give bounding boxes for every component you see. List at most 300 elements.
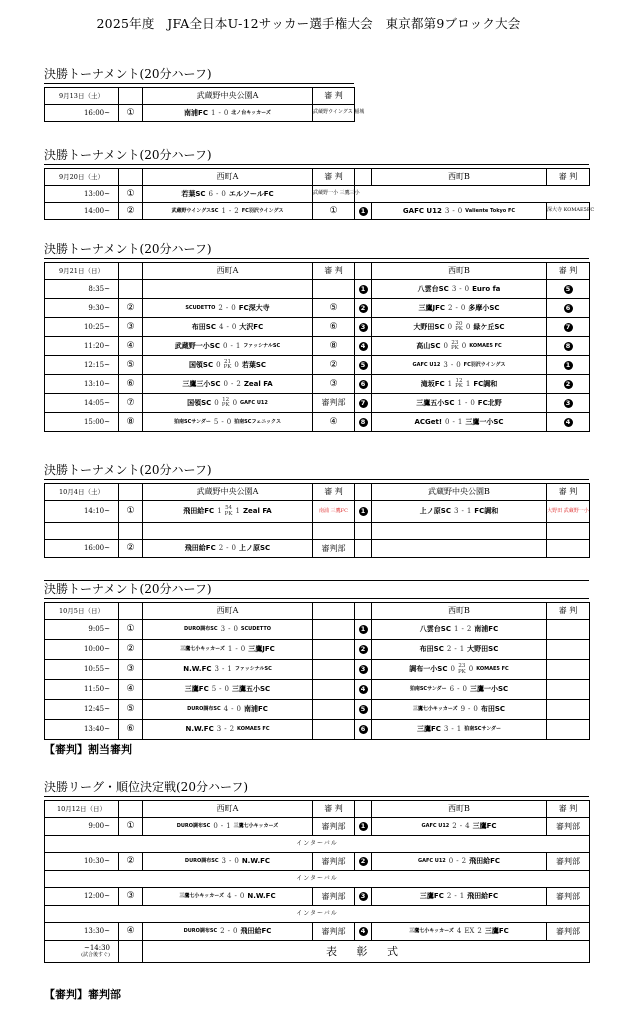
match-row xyxy=(45,318,590,337)
score-dash: - xyxy=(219,685,222,693)
date-cell: 9月20日（土） xyxy=(45,169,119,186)
match-number-badge: 3 xyxy=(359,323,368,332)
match-number: ② xyxy=(119,203,143,220)
kickoff-time: 9:05~ xyxy=(45,620,119,640)
score-dash: - xyxy=(225,303,229,312)
away-team: KOMAE5 FC xyxy=(469,342,502,349)
header-row xyxy=(45,263,590,280)
match-row xyxy=(45,413,590,432)
kickoff-time: 10:55~ xyxy=(45,660,119,680)
kickoff-time: 14:10~ xyxy=(45,501,119,523)
match-number-badge: 4 xyxy=(359,927,368,936)
score-dash: - xyxy=(459,284,462,293)
score-dash: - xyxy=(226,322,229,331)
match-cell xyxy=(143,700,313,720)
away-score: 1 xyxy=(466,507,472,515)
away-team: 上ノ原SC xyxy=(239,544,271,552)
match-number-badge: 6 xyxy=(359,725,368,734)
score-dash: - xyxy=(218,108,221,117)
header-row xyxy=(45,169,590,186)
pk-result: 20 xyxy=(455,320,463,327)
interval-row xyxy=(45,906,590,923)
home-team: 三鷹FC xyxy=(416,725,441,733)
away-score: 0 xyxy=(473,705,478,713)
venue-b-header: 武蔵野中央公園B xyxy=(372,484,547,501)
referee-number-badge: 2 xyxy=(564,380,573,389)
match-row xyxy=(45,720,590,740)
home-score: 4 xyxy=(218,322,224,331)
home-score: 3 xyxy=(220,625,226,633)
referee-cell: 審判部 xyxy=(313,853,355,871)
away-team: 三鷹五小SC xyxy=(232,685,271,693)
match-number-badge: 8 xyxy=(359,418,368,427)
pk-result: 54 xyxy=(225,505,233,511)
away-score: 0 xyxy=(231,303,236,312)
header-row xyxy=(45,603,590,620)
home-team: ACGet! xyxy=(414,417,443,426)
home-team: 三鷹FC xyxy=(419,892,444,900)
referee-cell: 武蔵野一小 三鷹三小 xyxy=(313,186,355,203)
referee-cell xyxy=(547,620,590,640)
match-number-b xyxy=(355,888,372,906)
match-number-b xyxy=(355,413,372,432)
kickoff-time: 10:30~ xyxy=(45,853,119,871)
match-line xyxy=(372,626,546,633)
match-cell xyxy=(372,337,547,356)
away-team: FC深大寺 xyxy=(238,303,270,312)
away-team: 三鷹七小キッカーズ xyxy=(233,823,279,829)
venue-a-header: 武蔵野中央公園A xyxy=(143,484,313,501)
away-score: 0 xyxy=(234,360,239,369)
pk-score xyxy=(455,379,463,390)
referee-cell: 審判部 xyxy=(547,923,590,941)
match-line xyxy=(372,286,546,293)
venue-a-header: 西町A xyxy=(143,263,313,280)
pk-result: 23 xyxy=(458,663,466,669)
home-team: 滝坂FC xyxy=(420,379,445,388)
away-score: 2 xyxy=(236,379,241,388)
match-cell xyxy=(143,413,313,432)
match-cell xyxy=(143,394,313,413)
away-score: 0 xyxy=(457,206,463,215)
pk-label: PK xyxy=(221,402,230,408)
home-team: 八雲台SC xyxy=(419,625,451,633)
referee-number-badge: 8 xyxy=(564,342,573,351)
referee-header: 審 判 xyxy=(313,169,355,186)
match-line xyxy=(372,686,546,693)
match-cell xyxy=(143,888,313,906)
home-team: GAFC U12 xyxy=(417,858,446,864)
score-dash: - xyxy=(452,417,455,426)
match-number-b xyxy=(355,620,372,640)
home-score: 4 xyxy=(456,927,462,935)
home-score: 5 xyxy=(213,417,219,426)
home-score: 6 xyxy=(449,685,455,693)
interval-row xyxy=(45,836,590,853)
match-line xyxy=(372,893,546,900)
match-number-badge: 3 xyxy=(359,665,368,674)
match-cell xyxy=(372,394,547,413)
home-score: 3 xyxy=(216,725,222,733)
score-dash: - xyxy=(230,341,233,350)
match-cell xyxy=(143,720,313,740)
score-dash: - xyxy=(224,725,227,733)
match-line xyxy=(143,928,312,935)
match-cell xyxy=(143,375,313,394)
date-cell: 9月21日（日） xyxy=(45,263,119,280)
kickoff-time: 13:10~ xyxy=(45,375,119,394)
match-cell xyxy=(143,299,313,318)
away-score: 0 xyxy=(224,685,230,693)
match-line xyxy=(143,419,312,426)
score-dash: - xyxy=(231,705,234,713)
away-team: 飛田給FC xyxy=(467,892,499,900)
away-team: KOMAE5 FC xyxy=(476,666,509,672)
home-team: 八雲台SC xyxy=(417,284,449,293)
match-number-b xyxy=(355,203,372,220)
match-number-b xyxy=(355,680,372,700)
match-line xyxy=(372,646,546,653)
away-score: 2 xyxy=(477,927,482,935)
match-line xyxy=(372,322,546,333)
match-row xyxy=(45,853,590,871)
referee-header: 審 判 xyxy=(547,169,590,186)
pk-label: PK xyxy=(457,668,466,675)
match-row xyxy=(45,394,590,413)
match-row xyxy=(45,105,355,122)
match-number: ① xyxy=(119,501,143,523)
home-score: 0 xyxy=(213,822,218,830)
match-cell xyxy=(143,186,313,203)
match-cell xyxy=(372,923,547,941)
home-score: 1 xyxy=(210,108,216,117)
match-number-b xyxy=(355,375,372,394)
match-cell xyxy=(143,356,313,375)
away-team: エルソールFC xyxy=(228,189,274,198)
referee-cell xyxy=(547,375,590,394)
match-number-b xyxy=(355,720,372,740)
section-heading: 決勝リーグ・順位決定戦(20分ハーフ) xyxy=(44,779,589,797)
kickoff-time: 10:00~ xyxy=(45,640,119,660)
score-dash: - xyxy=(235,645,238,653)
away-team: 飛田給FC xyxy=(469,857,501,865)
referee-cell: ① xyxy=(313,203,355,220)
home-team: 大野田SC xyxy=(413,322,445,331)
match-number-b xyxy=(355,660,372,680)
match-line xyxy=(372,305,546,312)
match-number-badge: 1 xyxy=(359,207,368,216)
match-row xyxy=(45,203,590,220)
referee-cell xyxy=(313,680,355,700)
match-row xyxy=(45,280,590,299)
section-sep13 xyxy=(44,66,365,122)
venue-b-header: 西町B xyxy=(372,801,547,818)
match-line xyxy=(143,360,312,371)
match-cell xyxy=(372,700,547,720)
match-row xyxy=(45,700,590,720)
referee-cell: 深大寺 KOMAE5FC xyxy=(547,203,590,220)
home-team: 調布一小SC xyxy=(409,665,448,673)
match-cell xyxy=(372,413,547,432)
referee-cell: ⑤ xyxy=(313,299,355,318)
away-team: GAFC U12 xyxy=(240,399,268,406)
home-team: 狛南SCサンダー xyxy=(409,686,447,692)
referee-cell xyxy=(547,680,590,700)
kickoff-time: 10:25~ xyxy=(45,318,119,337)
venue-b-header: 西町B xyxy=(372,169,547,186)
header-row xyxy=(45,88,355,105)
match-line xyxy=(143,686,312,693)
home-team: DURO調布SC xyxy=(183,928,218,934)
award-time-note: (試合後すぐ) xyxy=(81,951,110,958)
match-number-badge: 5 xyxy=(359,361,368,370)
match-number-badge: 5 xyxy=(359,705,368,714)
match-row xyxy=(45,501,590,523)
away-team: 北ノ台キッカーズ xyxy=(231,109,271,116)
home-score: 2 xyxy=(218,303,223,312)
referee-cell xyxy=(547,640,590,660)
referee-cell: 大野田 武蔵野一小 xyxy=(547,501,590,523)
home-team: 国領SC xyxy=(187,398,212,407)
away-team: 南浦FC xyxy=(474,625,499,633)
away-score: 1 xyxy=(465,379,471,388)
away-score: 0 xyxy=(223,108,229,117)
interval-label: インターバル xyxy=(45,906,590,923)
away-score: 0 xyxy=(456,360,461,369)
away-score: 2 xyxy=(461,857,467,865)
match-line xyxy=(143,305,312,312)
match-cell xyxy=(372,720,547,740)
schedule-table xyxy=(44,87,365,122)
home-team: 三鷹七小キッカーズ xyxy=(412,706,458,712)
match-cell xyxy=(372,853,547,871)
home-score: 0 xyxy=(447,322,453,331)
venue-a-header: 西町A xyxy=(143,801,313,818)
home-score: 0 xyxy=(448,857,454,865)
home-team: 三鷹五小SC xyxy=(416,398,455,407)
match-cell xyxy=(143,818,313,836)
home-team: 三鷹三小SC xyxy=(182,379,221,388)
pk-result: 12 xyxy=(455,377,463,384)
award-time-cell xyxy=(45,941,119,963)
date-cell: 9月13日（土） xyxy=(45,88,119,105)
away-team: KOMAE5 FC xyxy=(237,726,270,732)
match-number-badge: 2 xyxy=(359,304,368,313)
section-oct12 xyxy=(44,779,590,963)
match-line xyxy=(143,823,312,830)
match-line xyxy=(372,362,546,369)
home-score: 2 xyxy=(446,645,452,653)
section-heading: 決勝トーナメント(20分ハーフ) xyxy=(44,147,589,165)
home-score: 3 xyxy=(221,857,226,865)
section-heading: 決勝トーナメント(20分ハーフ) xyxy=(44,241,589,259)
kickoff-time: 16:00~ xyxy=(45,105,119,122)
match-line xyxy=(372,928,546,935)
referee-number-badge: 6 xyxy=(564,304,573,313)
match-line xyxy=(372,379,546,390)
section-heading: 決勝トーナメント(20分ハーフ) xyxy=(44,581,589,599)
match-number: ⑤ xyxy=(119,356,143,375)
home-team: DURO調布SC xyxy=(184,626,218,632)
match-cell xyxy=(143,660,313,680)
venue-b-header: 西町B xyxy=(372,603,547,620)
match-number: ⑤ xyxy=(119,700,143,720)
score-dash: - xyxy=(234,892,237,900)
home-team: 南浦FC xyxy=(184,108,208,117)
score-dash: - xyxy=(228,625,231,633)
home-team: 若葉SC xyxy=(181,189,206,198)
section-heading: 決勝トーナメント(20分ハーフ) xyxy=(44,66,354,84)
interval-label: インターバル xyxy=(45,836,590,853)
kickoff-time: 9:00~ xyxy=(45,818,119,836)
away-team: 狛南SCフェニックス xyxy=(234,418,281,425)
score-dash: - xyxy=(454,645,457,653)
referee-cell xyxy=(313,720,355,740)
award-row xyxy=(45,941,590,963)
pk-result: 23 xyxy=(451,339,459,346)
pk-score xyxy=(451,341,459,352)
referee-cell xyxy=(547,413,590,432)
match-row xyxy=(45,923,590,941)
empty-row xyxy=(45,523,590,540)
home-team: 武蔵野ウイングスSC xyxy=(171,207,219,214)
away-team: N.W.FC xyxy=(241,857,271,865)
home-score: 3 xyxy=(451,284,457,293)
referee-cell xyxy=(547,660,590,680)
home-team: GAFC U12 xyxy=(402,206,442,215)
match-cell xyxy=(372,203,547,220)
away-team: ファッシナルSC xyxy=(243,342,281,349)
header-row xyxy=(45,484,590,501)
match-line xyxy=(143,646,312,653)
away-score: 0 xyxy=(468,665,474,673)
score-dash: - xyxy=(450,360,454,369)
match-row xyxy=(45,818,590,836)
home-score: 0 xyxy=(445,417,450,426)
away-team: 若葉SC xyxy=(241,360,267,369)
home-score: 1 xyxy=(217,507,222,515)
referee-cell xyxy=(547,337,590,356)
pk-label: PK xyxy=(455,326,463,332)
referee-cell xyxy=(313,640,355,660)
match-number: ① xyxy=(119,620,143,640)
away-score: 0 xyxy=(221,189,226,198)
home-score: 3 xyxy=(443,725,449,733)
interval-label: インターバル xyxy=(45,871,590,888)
home-score: 6 xyxy=(208,189,214,198)
match-row xyxy=(45,620,590,640)
away-team: 三鷹一小SC xyxy=(465,417,504,426)
kickoff-time: 14:00~ xyxy=(45,203,119,220)
match-number: ① xyxy=(119,818,143,836)
match-cell xyxy=(143,853,313,871)
home-score: 1 xyxy=(227,645,233,653)
empty-match-cell xyxy=(143,280,313,299)
match-cell xyxy=(372,680,547,700)
home-score: 5 xyxy=(211,685,217,693)
away-team: Valiente Tokyo FC xyxy=(465,207,516,214)
referee-cell xyxy=(313,280,355,299)
away-team: FC羽沢ウイングス xyxy=(463,361,506,368)
match-cell xyxy=(143,923,313,941)
section-oct5 xyxy=(44,581,590,740)
match-row xyxy=(45,540,590,558)
referee-cell xyxy=(547,318,590,337)
home-team: N.W.FC xyxy=(185,725,214,733)
match-row xyxy=(45,888,590,906)
away-score: 1 xyxy=(226,822,231,830)
date-cell: 10月12日（日） xyxy=(45,801,119,818)
score-dash: - xyxy=(457,685,460,693)
score-dash: - xyxy=(220,822,224,830)
home-team: 布田SC xyxy=(191,322,216,331)
referee-cell: 審判部 xyxy=(313,818,355,836)
home-team: DURO調布SC xyxy=(176,823,211,829)
score-dash: - xyxy=(461,625,464,633)
match-line xyxy=(143,666,312,673)
referee-cell: ⑧ xyxy=(313,337,355,356)
match-cell xyxy=(372,501,547,523)
home-team: N.W.FC xyxy=(183,665,212,673)
match-line xyxy=(372,726,546,733)
score-dash: - xyxy=(464,398,468,407)
kickoff-time: 11:20~ xyxy=(45,337,119,356)
home-score: 2 xyxy=(220,927,225,935)
kickoff-time: 9:30~ xyxy=(45,299,119,318)
kickoff-time: 12:15~ xyxy=(45,356,119,375)
match-number-badge: 2 xyxy=(359,857,368,866)
match-number xyxy=(119,280,143,299)
home-team: SCUDETTO xyxy=(185,304,216,311)
referee-cell: ③ xyxy=(313,375,355,394)
home-team: 三鷹JFC xyxy=(418,303,446,312)
kickoff-time: 15:00~ xyxy=(45,413,119,432)
match-row xyxy=(45,337,590,356)
referee-cell: ② xyxy=(313,356,355,375)
away-score: 0 xyxy=(234,857,239,865)
pk-score xyxy=(225,506,233,517)
award-ceremony: 表 彰 式 xyxy=(143,941,590,963)
referee-cell xyxy=(547,720,590,740)
match-number-b xyxy=(355,394,372,413)
match-cell xyxy=(143,337,313,356)
home-team: 飛田給FC xyxy=(184,544,216,552)
kickoff-time: 13:00~ xyxy=(45,186,119,203)
match-row xyxy=(45,299,590,318)
score-dash: - xyxy=(461,507,464,515)
match-number-badge: 7 xyxy=(359,399,368,408)
home-team: 上ノ原SC xyxy=(419,507,451,515)
away-team: FC調和 xyxy=(474,507,499,515)
match-cell xyxy=(372,640,547,660)
match-cell xyxy=(372,660,547,680)
home-team: 三鷹七小キッカーズ xyxy=(409,928,454,934)
referee-cell xyxy=(547,299,590,318)
away-score: 0 xyxy=(240,645,246,653)
away-score: 0 xyxy=(231,544,237,552)
score-dash: - xyxy=(216,189,219,198)
match-line xyxy=(372,858,546,865)
match-number-b xyxy=(355,318,372,337)
score-dash: - xyxy=(455,303,458,312)
home-score: 4 xyxy=(227,892,232,900)
match-cell xyxy=(372,375,547,394)
home-score: 0 xyxy=(214,398,219,407)
match-number: ④ xyxy=(119,680,143,700)
away-team: FC羽沢ウイングス xyxy=(241,207,284,214)
home-team: 武蔵野一小SC xyxy=(174,341,220,350)
away-team: 緑ケ丘SC xyxy=(473,322,505,331)
